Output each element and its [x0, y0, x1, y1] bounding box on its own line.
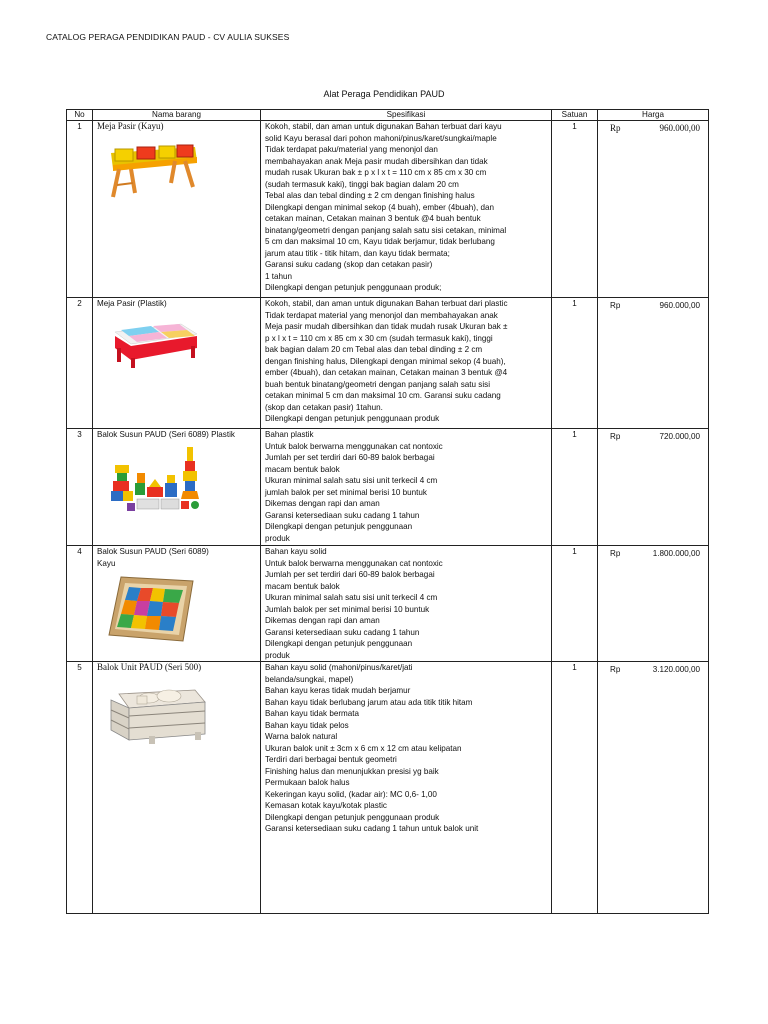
- spec-line: Jumlah balok per set minimal berisi 10 buntuk: [265, 604, 430, 614]
- currency-label: Rp: [610, 432, 621, 441]
- spec-line: Dilengkapi dengan petunjuk penggunaan: [265, 639, 413, 648]
- spec-line: mudah rusak Ukuran bak ± p x l x t = 110 cm x 85 cm x 30 cm: [265, 168, 487, 177]
- item-name: Balok Susun PAUD (Seri 6089) Plastik: [97, 430, 235, 439]
- unit-blocks-crate-image: [109, 684, 256, 750]
- table-row: [67, 429, 709, 546]
- spec-line: Bahan kayu keras tidak mudah berjamur: [265, 686, 411, 695]
- spec-line: Terdiri dari berbagai bentuk geometri: [265, 755, 397, 764]
- spec-line: Dilengkapi dengan minimal sekop (4 buah), ember (4buah), dan: [265, 202, 495, 212]
- item-name-cell: [93, 546, 261, 662]
- spec-line: cetakan mainan, Cetakan mainan 3 bentuk @4 buah bentuk: [265, 214, 481, 223]
- spec-line: Bahan kayu solid: [265, 547, 327, 556]
- spec-line: Tidak terdapat material yang menonjol dan membahayakan anak: [265, 310, 498, 320]
- item-price-cell: [598, 662, 709, 914]
- spec-line: belanda/sungkai, mapel): [265, 674, 354, 684]
- item-name-cell: [93, 121, 261, 298]
- spec-line: Ukuran minimal salah satu sisi unit terkecil 4 cm: [265, 476, 438, 485]
- spec-line: Ukuran balok unit ± 3cm x 6 cm x 12 cm atau kelipatan: [265, 743, 462, 753]
- item-spec: [261, 121, 552, 298]
- row-number: 4: [67, 546, 93, 662]
- currency-label: Rp: [610, 123, 621, 133]
- spec-line: Tebal alas dan tebal dinding ± 2 cm dengan finishing halus: [265, 191, 475, 200]
- spec-line: Untuk balok berwarna menggunakan cat nontoxic: [265, 558, 443, 568]
- row-number: 2: [67, 298, 93, 429]
- table-row: [67, 662, 709, 914]
- currency-label: Rp: [610, 549, 621, 558]
- item-name-cell: [93, 298, 261, 429]
- item-name: Meja Pasir (Kayu): [97, 121, 164, 131]
- spec-line: 1 tahun: [265, 271, 293, 281]
- item-unit: 1: [552, 546, 598, 662]
- spec-line: Meja pasir mudah dibersihkan dan tidak mudah rusak Ukuran bak ±: [265, 322, 508, 331]
- item-unit: 1: [552, 121, 598, 298]
- item-name: Meja Pasir (Plastik): [97, 299, 167, 308]
- spec-line: produk: [265, 650, 290, 660]
- spec-line: binatang/geometri dengan panjang salah satu sisi cetakan, minimal: [265, 225, 507, 235]
- spec-line: ember (4buah), dan cetakan mainan, Cetakan mainan 3 bentuk @4: [265, 368, 508, 377]
- spec-line: (skop dan cetakan pasir) 1tahun.: [265, 402, 383, 412]
- item-unit: 1: [552, 662, 598, 914]
- item-unit: 1: [552, 298, 598, 429]
- spec-line: jumlah balok per set minimal berisi 10 buntuk: [265, 487, 427, 497]
- item-spec: [261, 298, 552, 429]
- item-name-cell: [93, 662, 261, 914]
- plastic-blocks-image: [107, 443, 256, 519]
- item-price: 960.000,00: [659, 301, 700, 310]
- spec-line: Dikemas dengan rapi dan aman: [265, 499, 380, 508]
- spec-line: Garansi ketersediaan suku cadang 1 tahun: [265, 510, 420, 520]
- spec-line: Garansi suku cadang (skop dan cetakan pasir): [265, 260, 433, 269]
- spec-line: Jumlah per set terdiri dari 60-89 balok berbagai: [265, 453, 435, 462]
- spec-line: Kemasan kotak kayu/kotak plastic: [265, 801, 387, 810]
- spec-line: Kokoh, stabil, dan aman untuk digunakan Bahan terbuat dari plastic: [265, 299, 508, 308]
- spec-line: Dilengkapi dengan petunjuk penggunaan produk: [265, 812, 440, 822]
- item-name-cell: [93, 429, 261, 546]
- spec-line: Garansi ketersediaan suku cadang 1 tahun: [265, 627, 420, 637]
- spec-line: Dilengkapi dengan petunjuk penggunaan: [265, 522, 413, 531]
- row-number: 5: [67, 662, 93, 914]
- document-title: Alat Peraga Pendidikan PAUD: [323, 89, 445, 99]
- item-price-cell: [598, 429, 709, 546]
- spec-line: Untuk balok berwarna menggunakan cat nontoxic: [265, 441, 443, 451]
- item-price-cell: [598, 298, 709, 429]
- spec-line: Finishing halus dan menunjukkan presisi yg baik: [265, 766, 439, 776]
- spec-line: Bahan kayu solid (mahoni/pinus/karet/jati: [265, 663, 413, 672]
- spec-line: macam bentuk balok: [265, 581, 340, 591]
- row-number: 1: [67, 121, 93, 298]
- spec-line: Bahan kayu tidak bermata: [265, 709, 360, 718]
- spec-line: membahayakan anak Meja pasir mudah dibersihkan dan tidak: [265, 156, 488, 166]
- wooden-sand-table-image: [105, 139, 256, 207]
- spec-line: Jumlah per set terdiri dari 60-89 balok berbagai: [265, 570, 435, 579]
- spec-line: Kekeringan kayu solid, (kadar air): MC 0,6- 1,00: [265, 789, 437, 799]
- table-row: [67, 298, 709, 429]
- item-price-cell: [598, 546, 709, 662]
- item-price: 1.800.000,00: [652, 549, 700, 558]
- spec-line: Tidak terdapat paku/material yang menonjol dan: [265, 145, 438, 154]
- spec-line: macam bentuk balok: [265, 464, 340, 474]
- spec-line: Bahan kayu tidak berlubang jarum atau ada titik titik hitam: [265, 697, 473, 707]
- plastic-sand-table-image: [111, 314, 256, 374]
- spec-line: cetakan minimal 5 cm dan maksimal 10 cm. Garansi suku cadang: [265, 391, 501, 400]
- column-header-harga: Harga: [598, 110, 709, 121]
- spec-line: Dilengkapi dengan petunjuk penggunaan produk: [265, 414, 440, 423]
- column-header-no: No: [67, 110, 93, 121]
- spec-line: solid Kayu berasal dari pohon mahoni/pinus/karet/sungkai/maple: [265, 133, 497, 143]
- item-spec: [261, 429, 552, 546]
- spec-line: jarum atau titik - titik hitam, dan kayu tidak bermata;: [265, 248, 450, 258]
- currency-label: Rp: [610, 301, 621, 310]
- spec-line: 5 cm dan maksimal 10 cm, Kayu tidak berjamur, tidak berlubang: [265, 237, 495, 246]
- product-table: [66, 109, 709, 914]
- spec-line: Warna balok natural: [265, 732, 338, 741]
- item-price-cell: [598, 121, 709, 298]
- spec-line: produk: [265, 533, 290, 543]
- spec-line: Dilengkapi dengan petunjuk penggunaan produk;: [265, 283, 442, 292]
- catalog-header: CATALOG PERAGA PENDIDIKAN PAUD - CV AULIA SUKSES: [46, 32, 290, 42]
- wooden-blocks-tray-image: [107, 571, 256, 647]
- item-price: 3.120.000,00: [652, 665, 700, 674]
- spec-line: bak bagian dalam 20 cm Tebal alas dan tebal dinding ± 2 cm: [265, 345, 483, 354]
- item-name: Balok Unit PAUD (Seri 500): [97, 662, 202, 672]
- spec-line: buah bentuk binatang/geometri dengan panjang salah satu sisi: [265, 379, 490, 389]
- column-header-satuan: Satuan: [552, 110, 598, 121]
- table-row: [67, 121, 709, 298]
- item-price: 720.000,00: [659, 432, 700, 441]
- item-price: 960.000,00: [659, 123, 700, 133]
- spec-line: Bahan kayu tidak pelos: [265, 720, 349, 730]
- item-name: Balok Susun PAUD (Seri 6089) Kayu: [97, 547, 209, 568]
- spec-line: Garansi ketersediaan suku cadang 1 tahun untuk balok unit: [265, 824, 479, 833]
- spec-line: Bahan plastik: [265, 430, 314, 439]
- spec-line: Ukuran minimal salah satu sisi unit terkecil 4 cm: [265, 593, 438, 602]
- row-number: 3: [67, 429, 93, 546]
- spec-line: Permukaan balok halus: [265, 778, 350, 787]
- item-unit: 1: [552, 429, 598, 546]
- table-row: [67, 546, 709, 662]
- table-header-row: [67, 110, 709, 121]
- spec-line: Kokoh, stabil, dan aman untuk digunakan Bahan terbuat dari kayu: [265, 122, 502, 131]
- spec-line: dengan finishing halus, Dilengkapi dengan minimal sekop (4 buah),: [265, 356, 506, 366]
- currency-label: Rp: [610, 665, 621, 674]
- item-spec: [261, 662, 552, 914]
- spec-line: Dikemas dengan rapi dan aman: [265, 616, 380, 625]
- spec-line: p x l x t = 110 cm x 85 cm x 30 cm (sudah termasuk kaki), tinggi: [265, 333, 493, 343]
- spec-line: (sudah termasuk kaki), tinggi bak bagian dalam 20 cm: [265, 179, 459, 189]
- column-header-spesifikasi: Spesifikasi: [261, 110, 552, 121]
- column-header-nama-barang: Nama barang: [93, 110, 261, 121]
- item-spec: [261, 546, 552, 662]
